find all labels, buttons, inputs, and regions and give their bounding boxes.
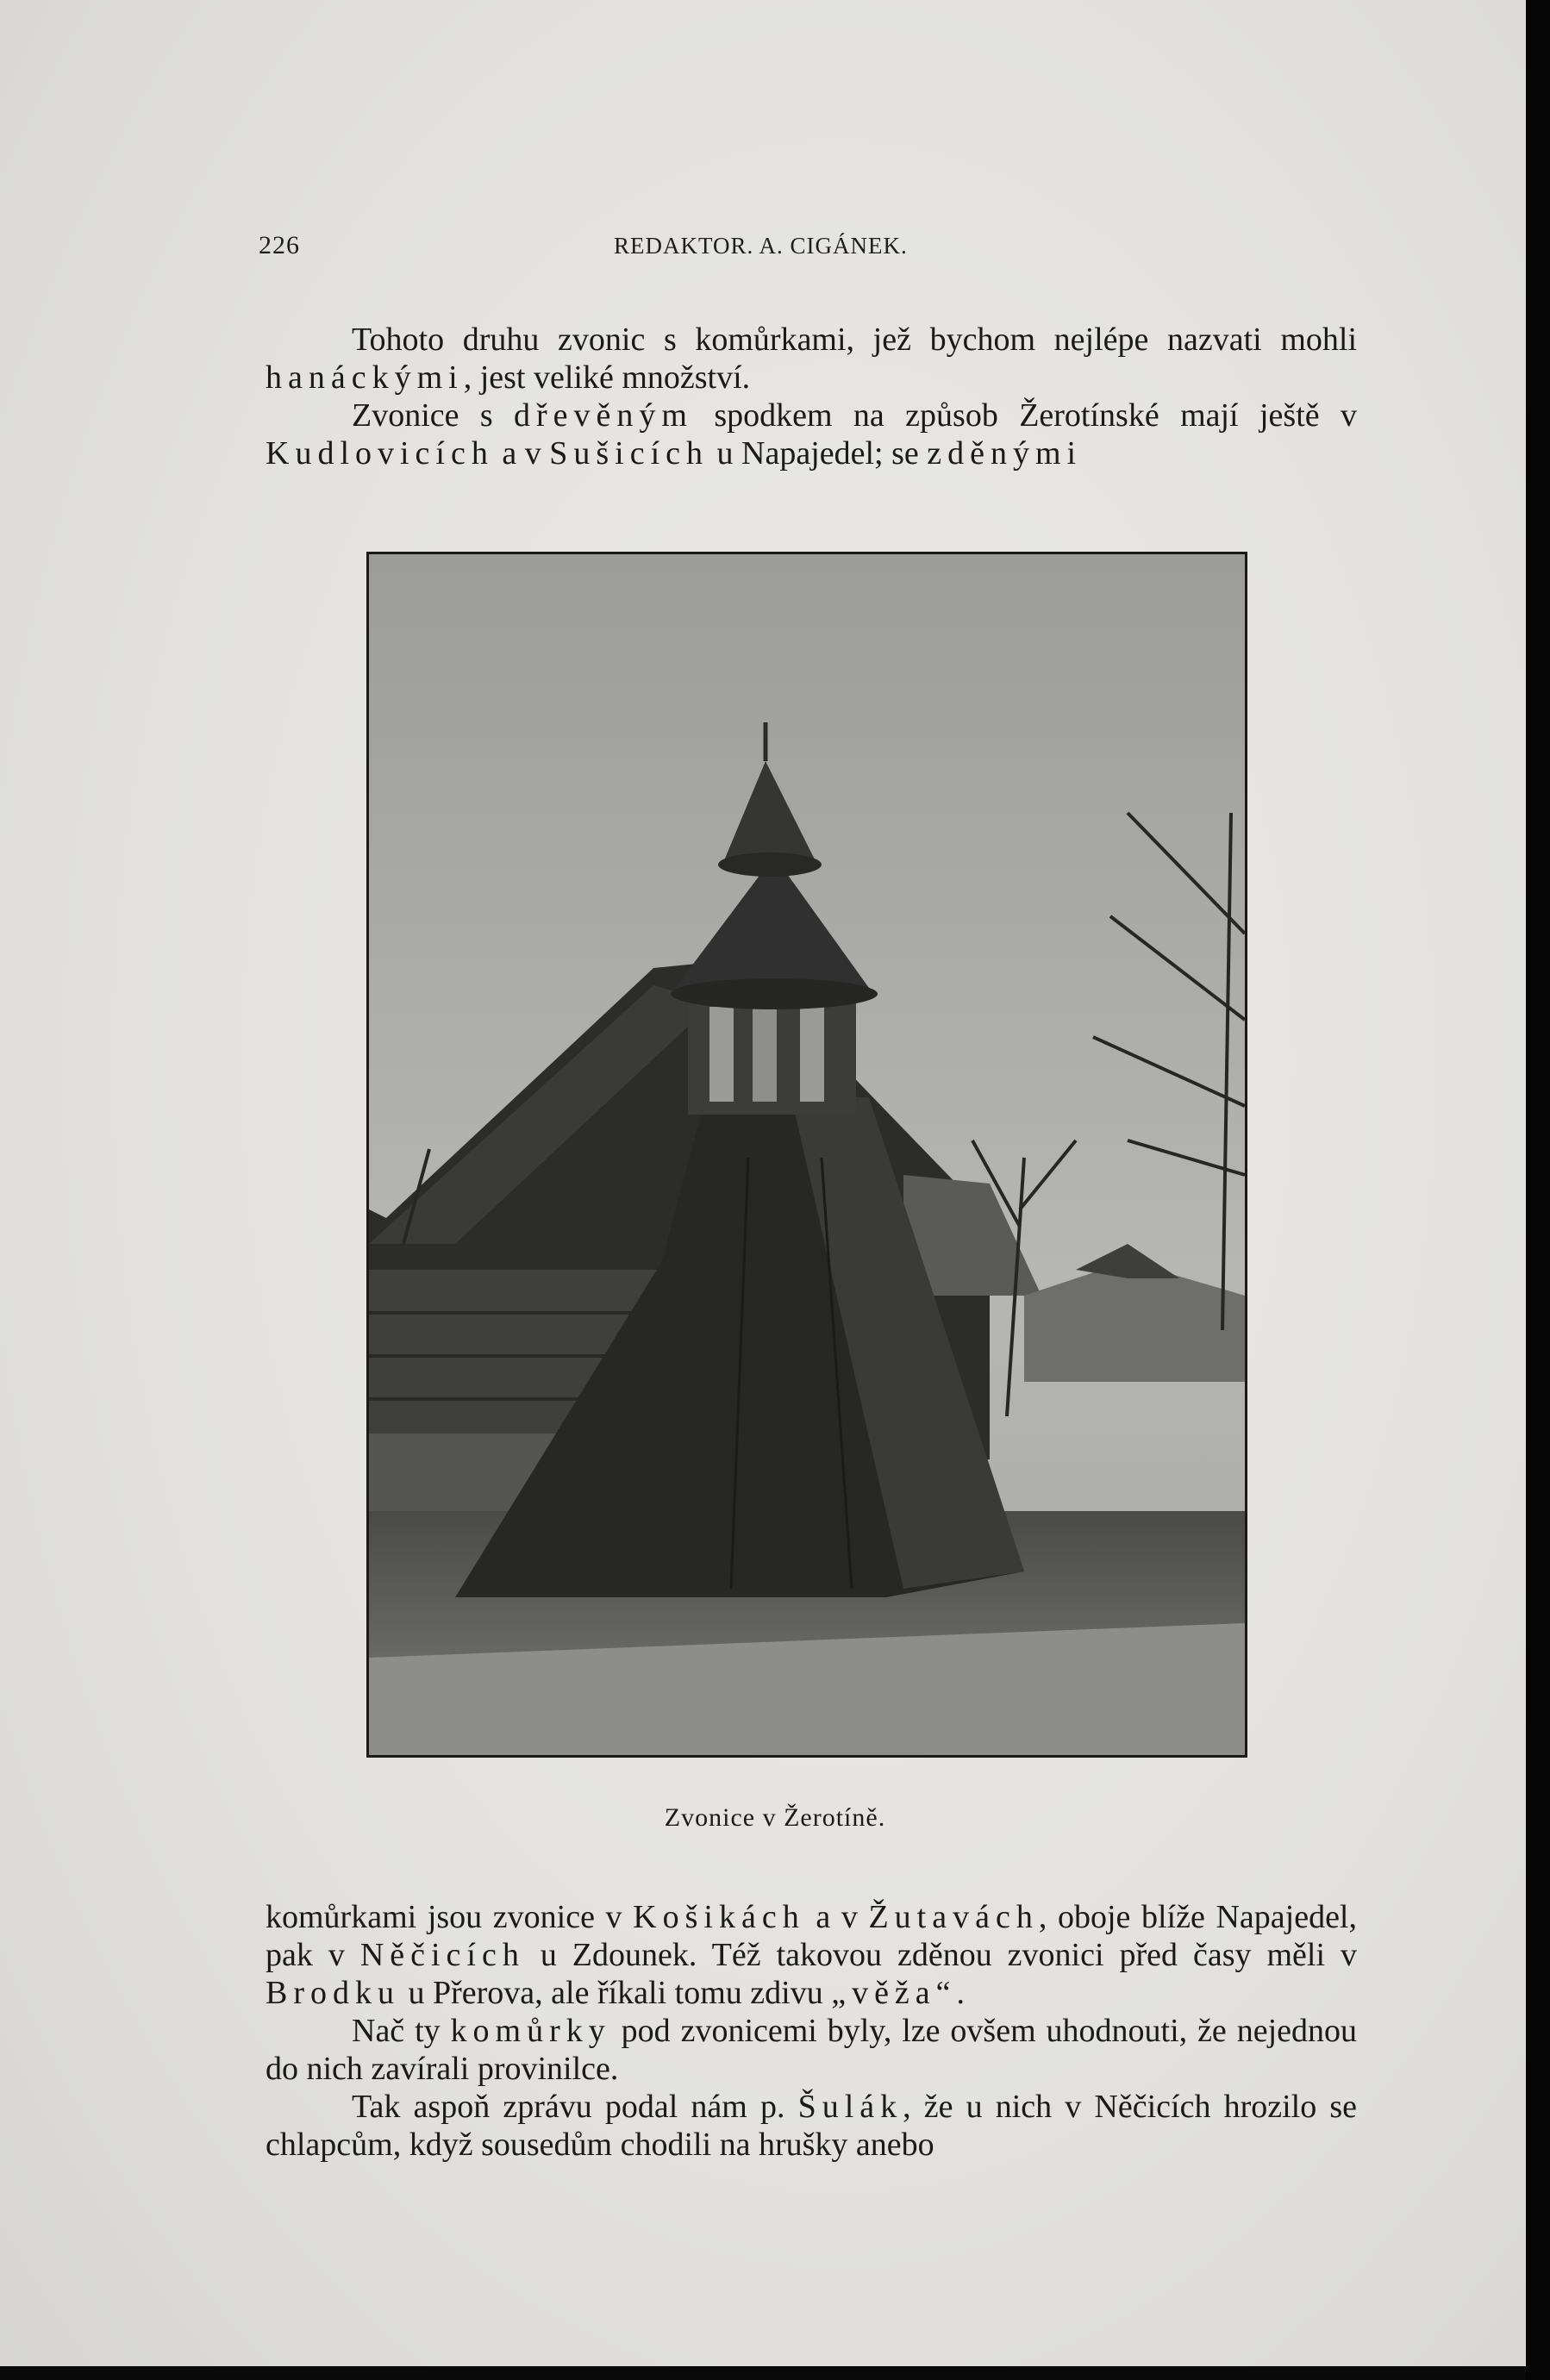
text-run: , že u nich v Něčicích hrozilo se chlapcům, když sousedům chodili na hrušky anebo [266, 2089, 1357, 2163]
running-title: REDAKTOR. A. CIGÁNEK. [614, 233, 908, 259]
text-run: u Zdounek. Též takovou zděnou zvonici před časy měli v [524, 1937, 1357, 1973]
text-run: Nač ty [352, 2013, 451, 2049]
text-run: Tohoto druhu zvonic s komůrkami, jež bychom nejlépe nazvati mohli [352, 322, 1357, 358]
text-block-top [266, 321, 1357, 472]
paragraph [266, 321, 1357, 397]
text-block-bottom [266, 1898, 1357, 2164]
text-run: Tak aspoň zprávu podal nám p. [352, 2089, 798, 2125]
spaced-text: Sušicích [549, 435, 709, 472]
spaced-text: Košikách [633, 1899, 805, 1935]
text-run: a v [493, 435, 550, 472]
page-number: 226 [259, 231, 300, 259]
belfry-photograph [366, 552, 1247, 1758]
text-run: komůrkami jsou zvonice v [266, 1899, 634, 1935]
text-run: spodkem na způsob Žerotínské mají ještě v [692, 397, 1357, 434]
spaced-text: Brodku [266, 1975, 400, 2011]
figure-caption: Zvonice v Žerotíně. [664, 1803, 886, 1832]
paragraph [266, 2012, 1357, 2088]
text-run: , jest veliké množství. [463, 359, 751, 396]
text-run: , oboje blíže Napajedel, pak v [266, 1899, 1357, 1973]
page-header [259, 231, 1364, 265]
text-run: u Napajedel; se [709, 435, 928, 472]
spaced-text: Kudlovicích [266, 435, 494, 472]
scan-edge [1526, 0, 1550, 2380]
spaced-text: hanáckými [266, 359, 464, 396]
text-run: Zvonice s [352, 397, 515, 434]
spaced-text: Žutavách [868, 1899, 1039, 1935]
text-run: pod zvonicemi byly, lze ovšem uhodnouti, že nejednou do nich zavírali provinilce. [266, 2013, 1357, 2087]
paragraph [266, 2088, 1357, 2164]
spaced-text: dřevěným [514, 397, 693, 434]
spaced-text: Něčicích [359, 1937, 525, 1973]
spaced-text: komůrky [450, 2013, 611, 2049]
spaced-text: „věža“ [831, 1975, 957, 2011]
text-run: a v [804, 1899, 869, 1935]
spaced-text: zděnými [927, 435, 1083, 472]
text-run: . [956, 1975, 966, 2011]
paragraph [266, 397, 1357, 472]
paragraph [266, 1898, 1357, 2012]
text-run: u Přerova, ale říkali tomu zdivu [400, 1975, 832, 2011]
photo-illustration [369, 554, 1245, 1755]
spaced-text: Šulák [797, 2089, 903, 2125]
